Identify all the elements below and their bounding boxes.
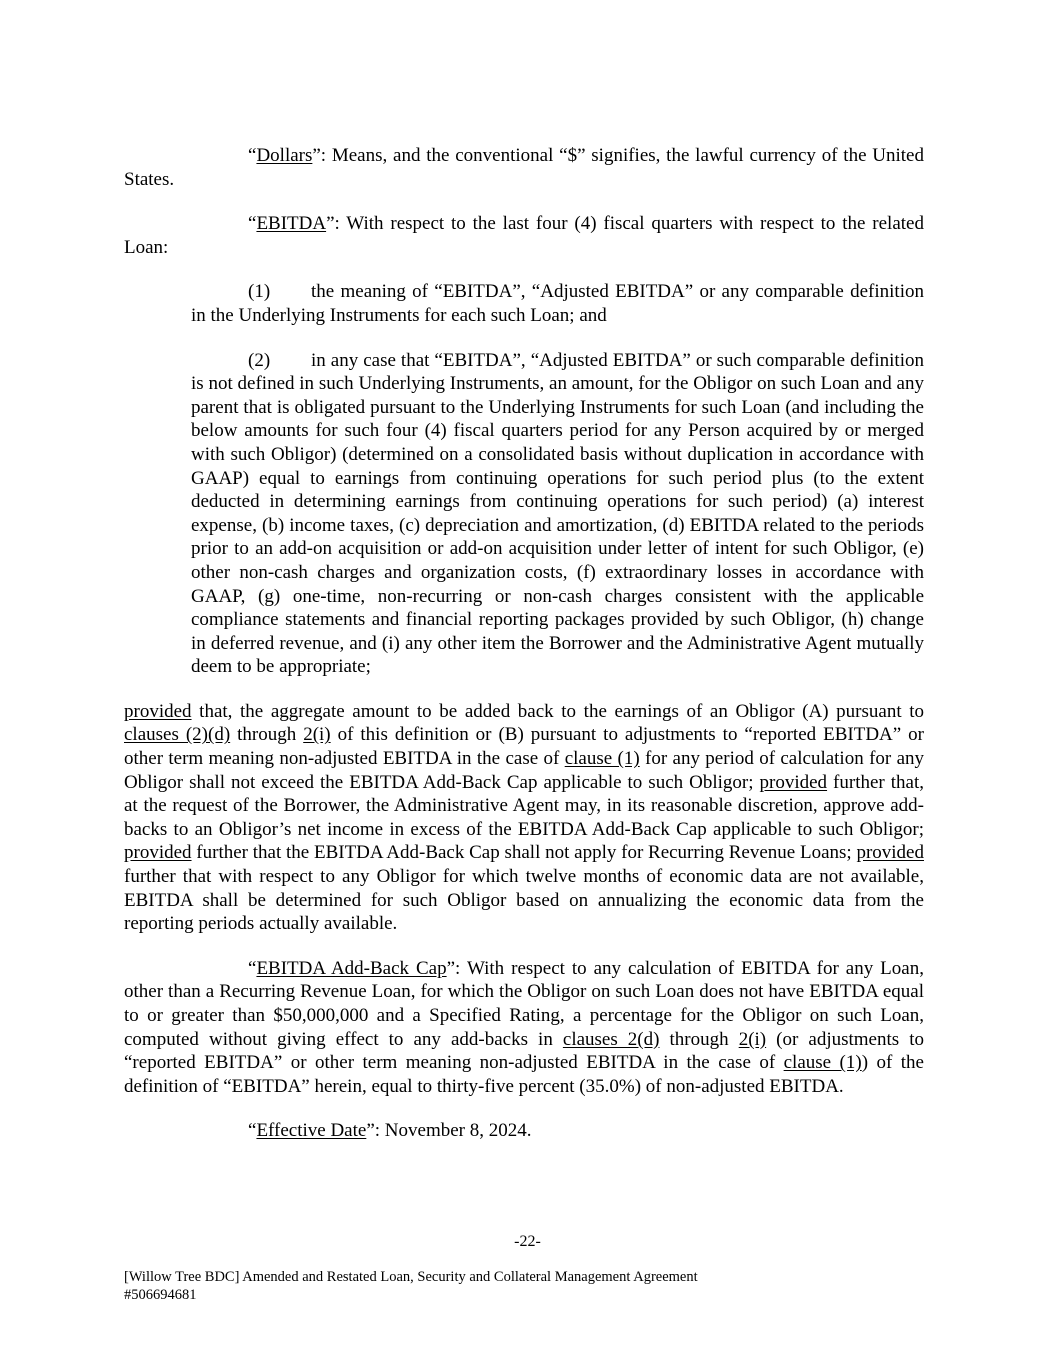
definition-ebitda: [124, 212, 924, 259]
document-footer: [124, 1268, 698, 1304]
provided-term: provided: [124, 700, 192, 722]
proviso-text: that, the aggregate amount to be added back to the earnings of an Obligor (A) pursuant to: [191, 700, 924, 722]
open-quote: “: [248, 1120, 257, 1142]
definition-text: ”: November 8, 2024.: [366, 1120, 532, 1142]
open-quote: “: [248, 957, 257, 979]
clause-reference: clauses 2(d): [562, 1028, 660, 1050]
clause-number: (2): [248, 349, 271, 371]
open-quote: “: [248, 145, 257, 166]
page-number: -22-: [514, 1233, 541, 1250]
definition-dollars: [124, 144, 924, 191]
definition-text: ) of the definition of “EBITDA” herein, equal to thirty-five percent (35.0%) of non-adjusted EBITDA.: [124, 1052, 924, 1097]
defined-term-effective-date: Effective Date: [256, 1120, 367, 1142]
definition-ebitda-add-back-cap: [124, 957, 924, 1099]
clause-reference: clauses (2)(d): [124, 724, 231, 746]
defined-term-ebitda: EBITDA: [256, 213, 327, 235]
proviso-text: further that the EBITDA Add-Back Cap shall not apply for Recurring Revenue Loans;: [191, 842, 857, 864]
ebitda-clause-2: [191, 349, 924, 679]
definition-text: ”: With respect to any calculation of EBITDA for any Loan, other than a Recurring Revenue Loan, for which the Obligor on such Loan does not have EBITDA equal to or greater than $50,000,000 and a Specified Rating, a percentage for the Obligor on such Loan, computed without giving effect to any add-backs in: [124, 957, 924, 1050]
defined-term-dollars: Dollars: [256, 145, 313, 166]
provided-term: provided: [759, 771, 828, 793]
ebitda-clause-1: [191, 280, 924, 327]
definition-text: (or adjustments to “reported EBITDA” or other term meaning non-adjusted EBITDA in the case of: [124, 1028, 924, 1074]
clause-number: (1): [248, 281, 271, 303]
proviso-text: through: [230, 724, 304, 746]
clause-reference: 2(i): [303, 724, 331, 746]
definition-text: ”: With respect to the last four (4) fiscal quarters with respect to the related Loan:: [124, 213, 924, 258]
proviso-text: for any period of calculation for any Obligor shall not exceed the EBITDA Add-Back Cap applicable to such Obligor;: [124, 748, 924, 793]
document-body: [124, 144, 924, 1164]
ebitda-proviso: [124, 700, 924, 936]
clause-reference: clause (1): [564, 748, 640, 770]
proviso-text: of this definition or (B) pursuant to adjustments to “reported EBITDA” or other term meaning non-adjusted EBITDA in the case of: [124, 724, 924, 770]
footer-title: [Willow Tree BDC] Amended and Restated Loan, Security and Collateral Management Agreement: [124, 1269, 698, 1285]
clause-text: the meaning of “EBITDA”, “Adjusted EBITDA” or any comparable definition in the Underlying Instruments for each such Loan; and: [191, 281, 924, 326]
defined-term-ebitda-add-back-cap: EBITDA Add-Back Cap: [256, 957, 447, 979]
definition-text: through: [659, 1028, 739, 1050]
definition-text: ”: Means, and the conventional “$” signifies, the lawful currency of the United States.: [124, 145, 924, 190]
open-quote: “: [248, 213, 257, 235]
proviso-text: further that, at the request of the Borrower, the Administrative Agent may, in its reasonable discretion, approve add-backs to an Obligor’s net income in excess of the EBITDA Add-Back Cap applicable to such Obligor;: [124, 771, 924, 840]
clause-reference: clause (1): [783, 1052, 862, 1074]
clause-reference: 2(i): [738, 1028, 767, 1050]
definition-effective-date: [124, 1119, 924, 1143]
proviso-text: further that with respect to any Obligor for which twelve months of economic data are not available, EBITDA shall be determined for such Obligor based on annualizing the economic data from the reporting periods actually available.: [124, 866, 924, 935]
footer-document-id: #506694681: [124, 1287, 197, 1303]
provided-term: provided: [124, 842, 192, 864]
provided-term: provided: [856, 842, 924, 864]
clause-text: in any case that “EBITDA”, “Adjusted EBITDA” or such comparable definition is not defined in such Underlying Instruments, an amount, for the Obligor on such Loan and any parent that is obligated pursuant to the Underlying Instruments for such Loan (and including the below amounts for such four (4) fiscal quarters period for any Person acquired by or merged with such Obligor) (determined on a consolidated basis without duplication in accordance with GAAP) equal to earnings from continuing operations for such period plus (to the extent deducted in determining earnings from continuing operations for such period) (a) interest expense, (b) income taxes, (c) depreciation and amortization, (d) EBITDA related to the periods prior to an add-on acquisition or add-on acquisition under letter of intent for such Obligor, (e) other non-cash charges and organization costs, (f) extraordinary losses in accordance with GAAP, (g) one-time, non-recurring or non-cash charges consistent with the applicable compliance statements and financial reporting packages provided by such Obligor, (h) change in deferred revenue, and (i) any other item the Borrower and the Administrative Agent mutually deem to be appropriate;: [191, 349, 924, 678]
